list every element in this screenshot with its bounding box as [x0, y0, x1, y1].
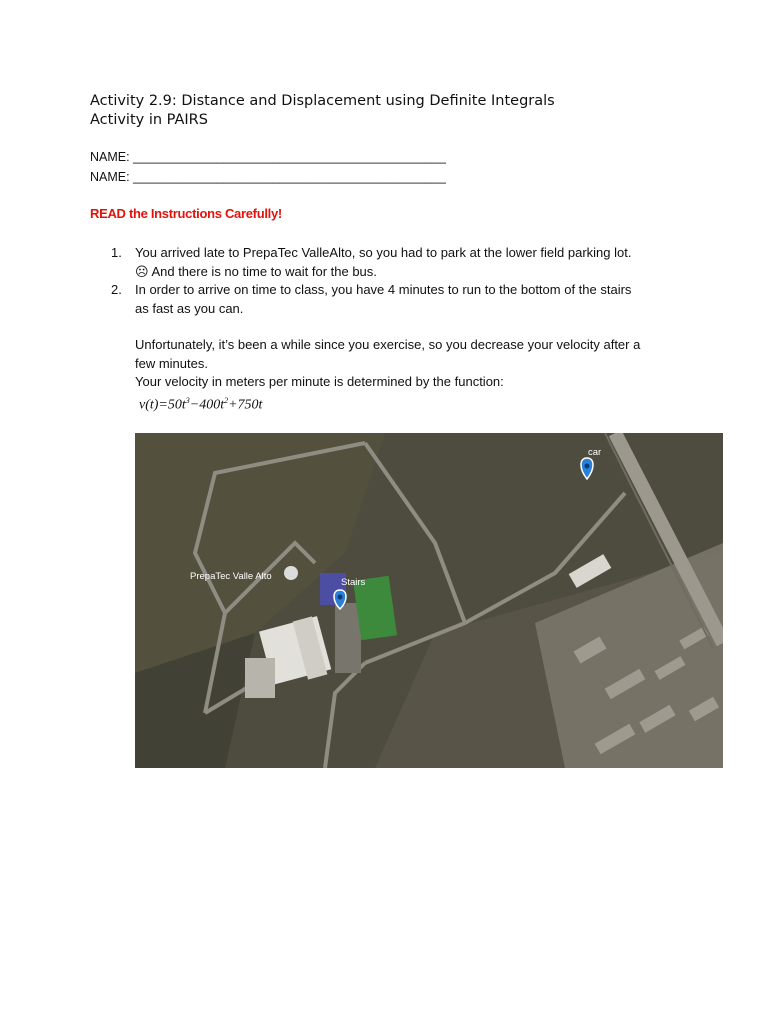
stairs-label: Stairs — [341, 577, 366, 588]
name-field-2[interactable]: NAME: _____________________________________________ — [90, 170, 446, 184]
formula-exp-1: 3 — [185, 396, 190, 405]
map-canvas — [135, 433, 723, 768]
title-line-2: Activity in PAIRS — [90, 112, 208, 128]
formula-lhs: v(t)=50t — [139, 397, 186, 413]
item-2-line-2: as fast as you can. — [135, 300, 244, 316]
activity-title — [90, 92, 555, 130]
formula-rhs: +750t — [228, 397, 263, 413]
para-line-2: few minutes. — [135, 355, 208, 371]
pin-center — [338, 595, 343, 600]
velocity-formula — [139, 396, 262, 414]
car-label: car — [588, 447, 602, 458]
school-marker-icon[interactable] — [284, 566, 298, 580]
instruction-list — [111, 244, 701, 392]
context-paragraph — [135, 336, 701, 392]
title-line-1: Activity 2.9: Distance and Displacement using Definite Integrals — [90, 93, 555, 109]
item-2-line-1: In order to arrive on time to class, you have 4 minutes to run to the bottom of the stairs — [135, 282, 632, 297]
school-label: PrepaTec Valle Alto — [190, 571, 272, 582]
satellite-map[interactable] — [135, 433, 723, 768]
list-item — [111, 281, 701, 318]
pin-center — [585, 464, 590, 469]
formula-mid: −400t — [189, 397, 225, 413]
instructions-heading: READ the Instructions Carefully! — [90, 206, 282, 221]
list-number: 2. — [111, 282, 122, 297]
parking-lot — [335, 603, 361, 673]
list-item — [111, 244, 701, 281]
para-line-1: Unfortunately, it’s been a while since you exercise, so you decrease your velocity after a — [135, 337, 641, 352]
para-line-3: Your velocity in meters per minute is determined by the function: — [135, 374, 504, 389]
list-number: 1. — [111, 245, 122, 260]
item-1-line-1: You arrived late to PrepaTec ValleAlto, so you had to park at the lower field parking lot. — [135, 245, 632, 260]
item-1-line-2: ☹ And there is no time to wait for the bus. — [135, 263, 377, 279]
name-field-1[interactable]: NAME: _____________________________________________ — [90, 150, 446, 164]
formula-exp-2: 2 — [224, 396, 229, 405]
